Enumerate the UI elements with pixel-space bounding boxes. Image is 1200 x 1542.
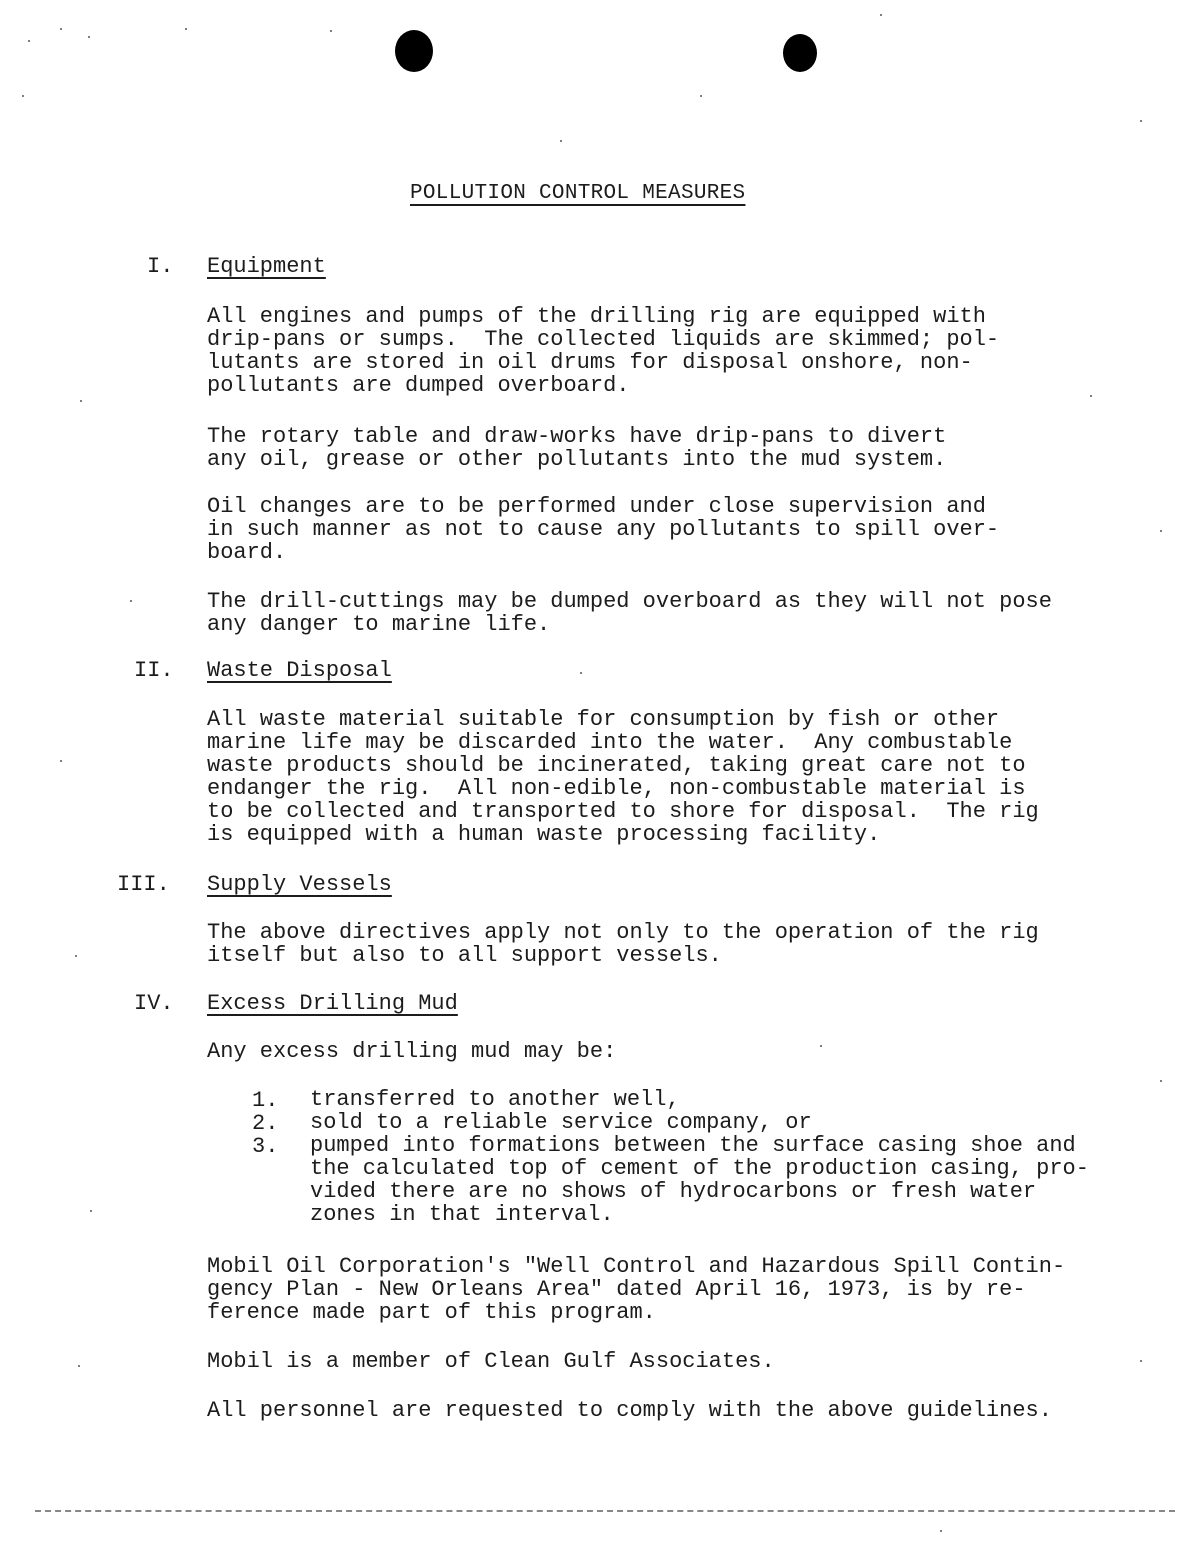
scan-speck bbox=[60, 28, 62, 30]
scan-speck bbox=[580, 672, 582, 674]
section-heading-waste-disposal: Waste Disposal bbox=[207, 658, 392, 683]
list-item: pumped into formations between the surface casing shoe and the calculated top of cement of the production casing, pro- vided there are no shows of hydrocarbons or fresh water zones in that interval. bbox=[310, 1133, 1089, 1227]
scan-speck bbox=[880, 14, 882, 16]
scan-speck bbox=[22, 95, 24, 97]
section-heading-equipment: Equipment bbox=[207, 254, 326, 279]
scan-speck bbox=[28, 40, 30, 42]
scan-speck bbox=[75, 955, 77, 957]
scan-speck bbox=[1140, 120, 1142, 122]
equipment-paragraph-1: All engines and pumps of the drilling rig are equipped with drip-pans or sumps. The collected liquids are skimmed; pol- lutants are stored in oil drums for disposal onshore, non- pollutants are dumped overboard. bbox=[207, 304, 1000, 398]
list-item-number: 3. bbox=[252, 1134, 279, 1159]
scan-speck bbox=[1090, 395, 1092, 397]
punch-hole-right bbox=[783, 34, 817, 72]
section-heading-excess-drilling-mud: Excess Drilling Mud bbox=[207, 991, 458, 1016]
scan-speck bbox=[1160, 1080, 1162, 1082]
list-item-number: 2. bbox=[252, 1111, 279, 1136]
closing-paragraph-compliance: All personnel are requested to comply with the above guidelines. bbox=[207, 1398, 1052, 1423]
section-numeral-1: I. bbox=[147, 254, 174, 279]
document-title: POLLUTION CONTROL MEASURES bbox=[410, 182, 746, 205]
scan-speck bbox=[940, 1530, 942, 1532]
equipment-paragraph-3: Oil changes are to be performed under close supervision and in such manner as not to cause any pollutants to spill over- board. bbox=[207, 494, 1000, 565]
bottom-scan-rule bbox=[35, 1510, 1175, 1512]
scan-speck bbox=[560, 140, 562, 142]
section-heading-supply-vessels: Supply Vessels bbox=[207, 872, 392, 897]
closing-paragraph-membership: Mobil is a member of Clean Gulf Associates. bbox=[207, 1349, 775, 1374]
waste-disposal-paragraph: All waste material suitable for consumption by fish or other marine life may be discarded into the water. Any combustable waste products should be incinerated, taking great care not to endanger the rig. All non-edible, non-combustable material is to be collected and transported to shore for disposal. The rig is equipped with a human waste processing facility. bbox=[207, 707, 1039, 847]
scan-speck bbox=[60, 760, 62, 762]
scan-speck bbox=[185, 28, 187, 30]
list-item-number: 1. bbox=[252, 1088, 279, 1113]
scan-speck bbox=[820, 1045, 822, 1047]
scan-speck bbox=[78, 1365, 80, 1367]
punch-hole-left bbox=[395, 30, 433, 72]
scan-speck bbox=[700, 95, 702, 97]
supply-vessels-paragraph: The above directives apply not only to the operation of the rig itself but also to all support vessels. bbox=[207, 920, 1039, 968]
scan-speck bbox=[80, 400, 82, 402]
scan-speck bbox=[1140, 1360, 1142, 1362]
section-numeral-3: III. bbox=[117, 872, 170, 897]
list-item: sold to a reliable service company, or bbox=[310, 1110, 812, 1135]
closing-paragraph-plan-reference: Mobil Oil Corporation's "Well Control and Hazardous Spill Contin- gency Plan - New Orleans Area" dated April 16, 1973, is by re- ference made part of this program. bbox=[207, 1254, 1066, 1325]
list-item: transferred to another well, bbox=[310, 1087, 680, 1112]
section-numeral-2: II. bbox=[134, 658, 174, 683]
scan-speck bbox=[330, 30, 332, 32]
section-numeral-4: IV. bbox=[134, 991, 174, 1016]
excess-mud-intro: Any excess drilling mud may be: bbox=[207, 1039, 617, 1064]
equipment-paragraph-4: The drill-cuttings may be dumped overboard as they will not pose any danger to marine life. bbox=[207, 589, 1052, 637]
equipment-paragraph-2: The rotary table and draw-works have drip-pans to divert any oil, grease or other pollutants into the mud system. bbox=[207, 424, 947, 472]
scan-speck bbox=[1160, 530, 1162, 532]
scan-speck bbox=[130, 600, 132, 602]
scan-speck bbox=[90, 1210, 92, 1212]
scan-speck bbox=[88, 36, 90, 38]
